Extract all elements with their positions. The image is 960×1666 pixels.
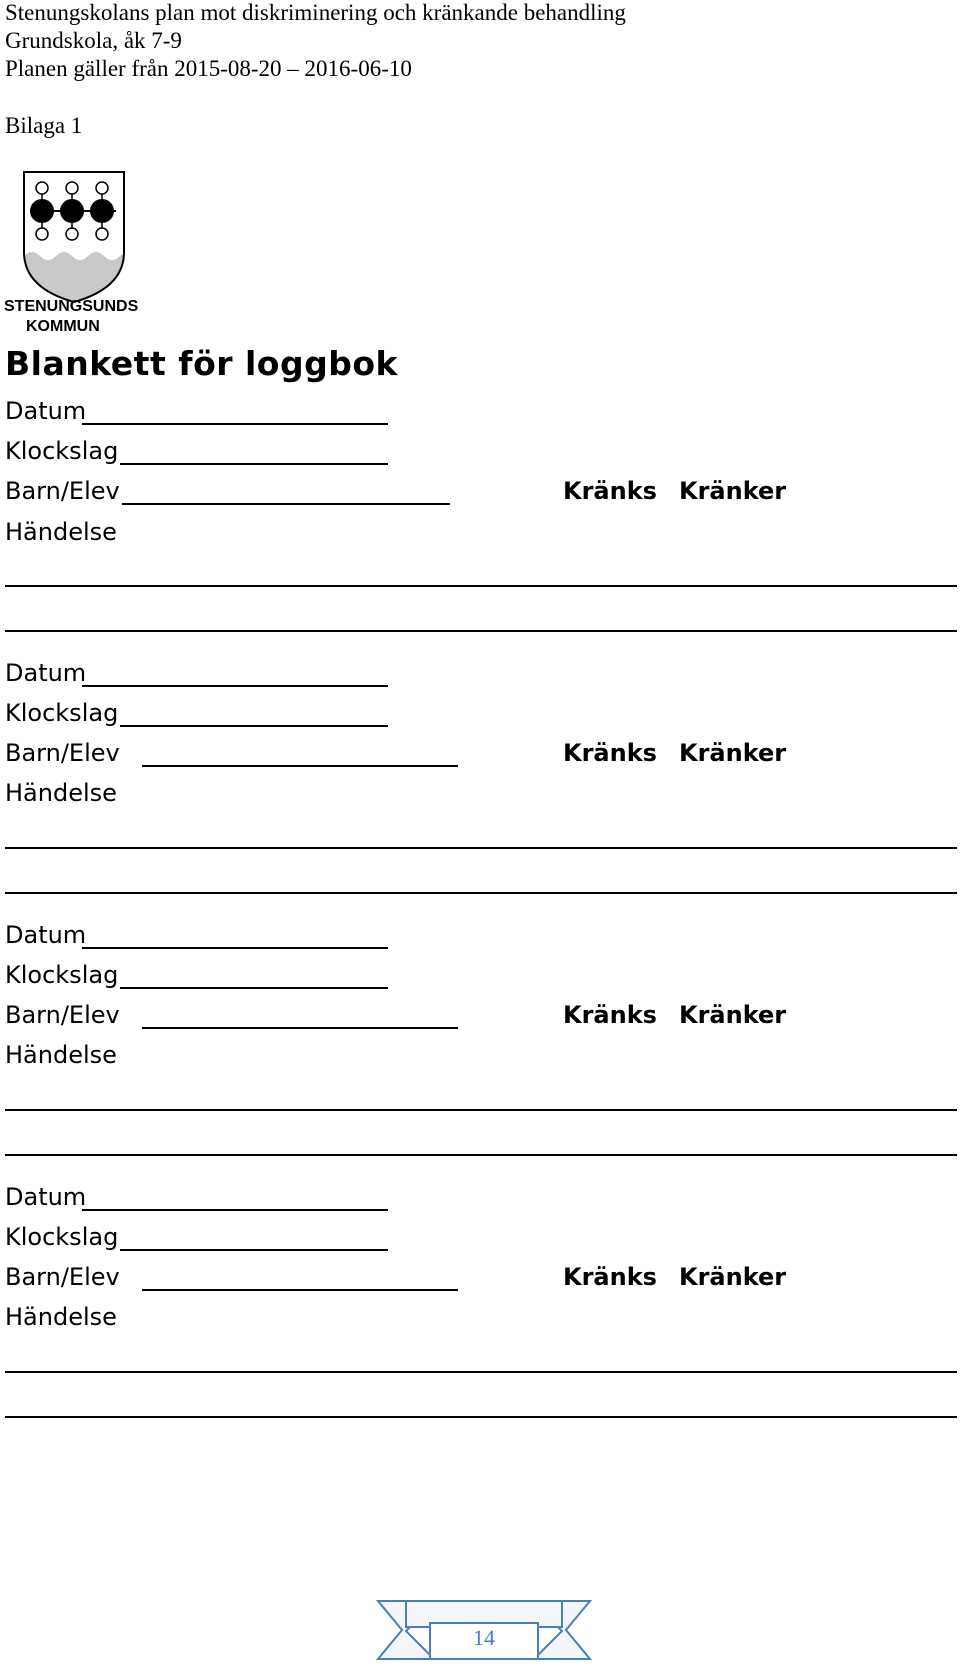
handelse-line-1[interactable] [5,1109,957,1111]
datum-label: Datum [5,921,87,949]
handelse-line-2[interactable] [5,892,957,894]
handelse-label: Händelse [5,518,117,546]
datum-field[interactable] [82,685,388,687]
kranks-label: Kränks [563,477,657,505]
datum-field[interactable] [82,1209,388,1211]
handelse-line-2[interactable] [5,1416,957,1418]
datum-field[interactable] [82,423,388,425]
form-title: Blankett för loggbok [5,344,398,383]
kranker-label: Kränker [679,1263,787,1291]
kranker-label: Kränker [679,739,787,767]
klockslag-field[interactable] [120,1249,388,1251]
document-header-title: Stenungskolans plan mot diskriminering och kränkande behandling [5,0,626,25]
kranker-label: Kränker [679,477,787,505]
kranks-label: Kränks [563,1001,657,1029]
barn-elev-field[interactable] [122,503,450,505]
datum-label: Datum [5,1183,87,1211]
barn-elev-field[interactable] [142,1027,458,1029]
klockslag-label: Klockslag [5,699,119,727]
klockslag-label: Klockslag [5,961,119,989]
attachment-label: Bilaga 1 [5,113,83,138]
datum-label: Datum [5,659,87,687]
datum-label: Datum [5,397,87,425]
klockslag-field[interactable] [120,725,388,727]
handelse-line-2[interactable] [5,630,957,632]
document-header-validity: Planen gäller från 2015-08-20 – 2016-06-10 [5,56,412,81]
kranks-label: Kränks [563,1263,657,1291]
logo-text-line1: STENUNGSUNDS [4,298,139,315]
page-number-ribbon [376,1599,592,1661]
barn-elev-label: Barn/Elev [5,477,120,505]
logo-text-line2: KOMMUN [26,318,100,335]
handelse-label: Händelse [5,1303,117,1331]
page-number: 14 [473,1625,495,1650]
handelse-label: Händelse [5,1041,117,1069]
barn-elev-field[interactable] [142,1289,458,1291]
barn-elev-label: Barn/Elev [5,1001,120,1029]
handelse-line-2[interactable] [5,1154,957,1156]
kranker-label: Kränker [679,1001,787,1029]
klockslag-field[interactable] [120,987,388,989]
handelse-line-1[interactable] [5,1371,957,1373]
document-header-grade: Grundskola, åk 7-9 [5,28,182,53]
barn-elev-label: Barn/Elev [5,739,120,767]
handelse-label: Händelse [5,779,117,807]
klockslag-label: Klockslag [5,1223,119,1251]
kranks-label: Kränks [563,739,657,767]
klockslag-label: Klockslag [5,437,119,465]
klockslag-field[interactable] [120,463,388,465]
handelse-line-1[interactable] [5,847,957,849]
handelse-line-1[interactable] [5,585,957,587]
barn-elev-field[interactable] [142,765,458,767]
datum-field[interactable] [82,947,388,949]
barn-elev-label: Barn/Elev [5,1263,120,1291]
